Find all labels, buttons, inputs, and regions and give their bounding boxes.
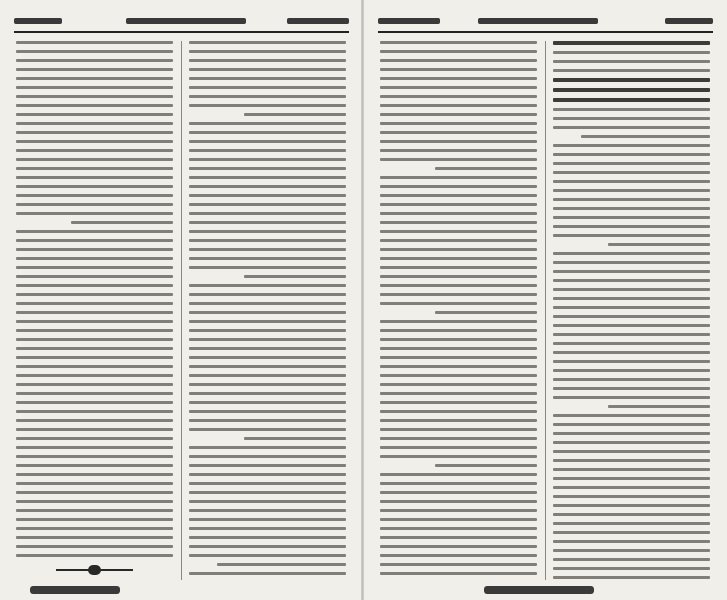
text-line-placeholder — [380, 221, 537, 224]
text-line-placeholder — [16, 455, 173, 458]
text-line-placeholder — [189, 464, 346, 467]
text-line-placeholder — [244, 437, 346, 440]
text-line-placeholder — [16, 392, 173, 395]
section-divider — [16, 563, 173, 577]
text-line-placeholder — [553, 513, 710, 516]
text-line-placeholder — [608, 405, 710, 408]
text-line-placeholder — [380, 41, 537, 44]
text-line-placeholder — [244, 275, 346, 278]
right-header-page-number — [665, 18, 713, 24]
right-page-column-left — [380, 41, 537, 580]
text-line-placeholder — [553, 117, 710, 120]
text-line-placeholder — [553, 495, 710, 498]
text-line-placeholder — [189, 356, 346, 359]
text-line-placeholder — [189, 320, 346, 323]
text-line-placeholder — [553, 333, 710, 336]
text-line-placeholder — [16, 536, 173, 539]
text-line-placeholder — [553, 486, 710, 489]
text-line-placeholder — [189, 158, 346, 161]
text-line-placeholder — [16, 473, 173, 476]
text-line-placeholder — [380, 59, 537, 62]
text-line-placeholder — [380, 356, 537, 359]
text-line-placeholder — [380, 428, 537, 431]
text-line-placeholder — [189, 419, 346, 422]
text-line-placeholder — [380, 50, 537, 53]
text-line-placeholder — [189, 374, 346, 377]
text-line-placeholder — [189, 392, 346, 395]
text-line-placeholder — [16, 104, 173, 107]
text-line-placeholder — [553, 441, 710, 444]
left-header-session — [287, 18, 349, 24]
text-line-placeholder — [553, 351, 710, 354]
text-line-placeholder — [608, 243, 710, 246]
text-line-placeholder — [16, 446, 173, 449]
text-line-placeholder — [553, 252, 710, 255]
text-line-placeholder — [380, 320, 537, 323]
text-line-placeholder — [553, 60, 710, 63]
text-line-placeholder — [189, 68, 346, 71]
text-line-placeholder — [380, 266, 537, 269]
text-line-placeholder — [16, 266, 173, 269]
text-line-placeholder — [189, 509, 346, 512]
text-line-placeholder — [16, 95, 173, 98]
text-line-placeholder — [189, 482, 346, 485]
text-line-placeholder — [553, 414, 710, 417]
text-line-placeholder — [16, 329, 173, 332]
text-line-placeholder — [553, 576, 710, 579]
left-page-column-left — [16, 41, 173, 580]
text-line-placeholder — [16, 383, 173, 386]
text-line-placeholder — [380, 203, 537, 206]
text-line-placeholder — [380, 329, 537, 332]
text-line-placeholder — [380, 212, 537, 215]
text-line-placeholder — [380, 563, 537, 566]
text-line-placeholder — [553, 180, 710, 183]
text-line-placeholder — [553, 234, 710, 237]
text-line-placeholder — [380, 230, 537, 233]
text-line-placeholder — [189, 500, 346, 503]
text-line-placeholder — [16, 86, 173, 89]
text-line-placeholder — [16, 545, 173, 548]
right-header-session — [378, 18, 440, 24]
text-line-placeholder — [380, 86, 537, 89]
text-line-placeholder — [553, 108, 710, 111]
text-line-placeholder — [189, 230, 346, 233]
text-line-placeholder — [189, 302, 346, 305]
text-line-placeholder — [16, 59, 173, 62]
text-line-placeholder — [380, 302, 537, 305]
text-line-placeholder — [16, 131, 173, 134]
text-line-placeholder — [189, 347, 346, 350]
text-line-placeholder — [189, 266, 346, 269]
text-line-placeholder — [553, 69, 710, 72]
text-line-placeholder — [16, 41, 173, 44]
text-line-placeholder — [16, 122, 173, 125]
text-line-placeholder — [244, 113, 346, 116]
text-line-placeholder — [553, 51, 710, 54]
right-page-column-right — [553, 41, 710, 580]
text-line-placeholder — [553, 522, 710, 525]
text-line-placeholder — [189, 527, 346, 530]
text-line-placeholder — [189, 257, 346, 260]
text-line-placeholder — [189, 131, 346, 134]
text-line-placeholder — [380, 482, 537, 485]
text-line-placeholder — [380, 401, 537, 404]
text-line-placeholder — [380, 131, 537, 134]
text-line-placeholder — [553, 279, 710, 282]
text-line-placeholder — [16, 401, 173, 404]
text-line-placeholder — [380, 104, 537, 107]
text-line-placeholder — [380, 554, 537, 557]
text-line-placeholder — [380, 95, 537, 98]
text-line-placeholder — [189, 41, 346, 44]
text-line-placeholder — [553, 504, 710, 507]
text-line-placeholder — [553, 41, 710, 45]
text-line-placeholder — [16, 464, 173, 467]
text-line-placeholder — [553, 396, 710, 399]
text-line-placeholder — [380, 185, 537, 188]
text-line-placeholder — [553, 126, 710, 129]
text-line-placeholder — [16, 311, 173, 314]
text-line-placeholder — [380, 149, 537, 152]
text-line-placeholder — [189, 95, 346, 98]
text-line-placeholder — [189, 338, 346, 341]
text-line-placeholder — [553, 98, 710, 102]
text-line-placeholder — [16, 554, 173, 557]
text-line-placeholder — [553, 261, 710, 264]
text-line-placeholder — [380, 437, 537, 440]
text-line-placeholder — [16, 176, 173, 179]
text-line-placeholder — [16, 230, 173, 233]
text-line-placeholder — [380, 158, 537, 161]
text-line-placeholder — [71, 221, 173, 224]
text-line-placeholder — [16, 293, 173, 296]
text-line-placeholder — [553, 315, 710, 318]
text-line-placeholder — [189, 491, 346, 494]
text-line-placeholder — [189, 104, 346, 107]
text-line-placeholder — [189, 77, 346, 80]
text-line-placeholder — [16, 239, 173, 242]
text-line-placeholder — [189, 572, 346, 575]
text-line-placeholder — [16, 518, 173, 521]
text-line-placeholder — [435, 167, 537, 170]
text-line-placeholder — [189, 401, 346, 404]
text-line-placeholder — [553, 207, 710, 210]
text-line-placeholder — [380, 419, 537, 422]
text-line-placeholder — [553, 288, 710, 291]
text-line-placeholder — [16, 257, 173, 260]
text-line-placeholder — [16, 185, 173, 188]
left-page-column-rule — [181, 41, 182, 580]
text-line-placeholder — [553, 78, 710, 82]
text-line-placeholder — [553, 432, 710, 435]
text-line-placeholder — [553, 225, 710, 228]
text-line-placeholder — [16, 437, 173, 440]
left-header-title — [126, 18, 246, 24]
text-line-placeholder — [380, 410, 537, 413]
text-line-placeholder — [189, 149, 346, 152]
text-line-placeholder — [380, 536, 537, 539]
text-line-placeholder — [189, 365, 346, 368]
text-line-placeholder — [189, 86, 346, 89]
text-line-placeholder — [581, 135, 710, 138]
text-line-placeholder — [189, 176, 346, 179]
text-line-placeholder — [16, 140, 173, 143]
text-line-placeholder — [189, 140, 346, 143]
text-line-placeholder — [16, 158, 173, 161]
right-page-header — [378, 11, 713, 33]
text-line-placeholder — [380, 572, 537, 575]
text-line-placeholder — [380, 140, 537, 143]
text-line-placeholder — [16, 50, 173, 53]
right-page-column-rule — [545, 41, 546, 580]
text-line-placeholder — [16, 320, 173, 323]
right-page-footer-mark — [484, 586, 594, 594]
text-line-placeholder — [553, 540, 710, 543]
right-header-title — [478, 18, 598, 24]
left-page-column-right — [189, 41, 346, 580]
text-line-placeholder — [189, 293, 346, 296]
text-line-placeholder — [553, 216, 710, 219]
text-line-placeholder — [16, 149, 173, 152]
text-line-placeholder — [16, 203, 173, 206]
left-page — [0, 0, 363, 600]
text-line-placeholder — [553, 567, 710, 570]
text-line-placeholder — [435, 311, 537, 314]
text-line-placeholder — [380, 284, 537, 287]
text-line-placeholder — [189, 383, 346, 386]
text-line-placeholder — [380, 392, 537, 395]
text-line-placeholder — [380, 176, 537, 179]
text-line-placeholder — [16, 167, 173, 170]
text-line-placeholder — [380, 527, 537, 530]
text-line-placeholder — [553, 270, 710, 273]
text-line-placeholder — [380, 365, 537, 368]
text-line-placeholder — [380, 275, 537, 278]
text-line-placeholder — [189, 248, 346, 251]
text-line-placeholder — [16, 527, 173, 530]
text-line-placeholder — [189, 446, 346, 449]
text-line-placeholder — [16, 500, 173, 503]
text-line-placeholder — [553, 378, 710, 381]
text-line-placeholder — [380, 491, 537, 494]
text-line-placeholder — [553, 549, 710, 552]
text-line-placeholder — [16, 482, 173, 485]
text-line-placeholder — [16, 338, 173, 341]
text-line-placeholder — [189, 50, 346, 53]
text-line-placeholder — [16, 365, 173, 368]
text-line-placeholder — [380, 338, 537, 341]
text-line-placeholder — [16, 374, 173, 377]
text-line-placeholder — [553, 387, 710, 390]
text-line-placeholder — [553, 477, 710, 480]
left-header-page-number — [14, 18, 62, 24]
text-line-placeholder — [189, 311, 346, 314]
text-line-placeholder — [16, 491, 173, 494]
text-line-placeholder — [189, 167, 346, 170]
text-line-placeholder — [16, 410, 173, 413]
text-line-placeholder — [380, 446, 537, 449]
text-line-placeholder — [16, 347, 173, 350]
text-line-placeholder — [189, 545, 346, 548]
text-line-placeholder — [189, 473, 346, 476]
text-line-placeholder — [189, 194, 346, 197]
text-line-placeholder — [380, 383, 537, 386]
text-line-placeholder — [380, 68, 537, 71]
text-line-placeholder — [189, 284, 346, 287]
text-line-placeholder — [380, 248, 537, 251]
text-line-placeholder — [189, 455, 346, 458]
text-line-placeholder — [553, 144, 710, 147]
text-line-placeholder — [16, 356, 173, 359]
text-line-placeholder — [553, 198, 710, 201]
text-line-placeholder — [189, 122, 346, 125]
text-line-placeholder — [553, 162, 710, 165]
text-line-placeholder — [16, 194, 173, 197]
text-line-placeholder — [380, 455, 537, 458]
text-line-placeholder — [16, 302, 173, 305]
text-line-placeholder — [16, 284, 173, 287]
text-line-placeholder — [380, 113, 537, 116]
text-line-placeholder — [380, 509, 537, 512]
text-line-placeholder — [189, 554, 346, 557]
text-line-placeholder — [553, 369, 710, 372]
text-line-placeholder — [16, 248, 173, 251]
text-line-placeholder — [189, 536, 346, 539]
text-line-placeholder — [380, 77, 537, 80]
text-line-placeholder — [380, 347, 537, 350]
text-line-placeholder — [189, 329, 346, 332]
text-line-placeholder — [189, 221, 346, 224]
text-line-placeholder — [16, 419, 173, 422]
text-line-placeholder — [217, 563, 346, 566]
text-line-placeholder — [553, 342, 710, 345]
text-line-placeholder — [189, 212, 346, 215]
text-line-placeholder — [553, 459, 710, 462]
text-line-placeholder — [16, 113, 173, 116]
left-page-footer-catchword — [30, 586, 120, 594]
text-line-placeholder — [189, 518, 346, 521]
text-line-placeholder — [189, 239, 346, 242]
text-line-placeholder — [553, 468, 710, 471]
text-line-placeholder — [380, 293, 537, 296]
text-line-placeholder — [16, 275, 173, 278]
text-line-placeholder — [16, 428, 173, 431]
text-line-placeholder — [16, 77, 173, 80]
text-line-placeholder — [553, 189, 710, 192]
text-line-placeholder — [380, 194, 537, 197]
text-line-placeholder — [16, 68, 173, 71]
right-page — [364, 0, 727, 600]
text-line-placeholder — [380, 374, 537, 377]
text-line-placeholder — [435, 464, 537, 467]
text-line-placeholder — [189, 203, 346, 206]
text-line-placeholder — [553, 531, 710, 534]
text-line-placeholder — [189, 185, 346, 188]
text-line-placeholder — [16, 509, 173, 512]
text-line-placeholder — [380, 473, 537, 476]
text-line-placeholder — [380, 257, 537, 260]
text-line-placeholder — [553, 450, 710, 453]
text-line-placeholder — [380, 239, 537, 242]
text-line-placeholder — [189, 428, 346, 431]
text-line-placeholder — [553, 88, 710, 92]
text-line-placeholder — [553, 297, 710, 300]
text-line-placeholder — [553, 153, 710, 156]
text-line-placeholder — [553, 423, 710, 426]
text-line-placeholder — [553, 558, 710, 561]
text-line-placeholder — [553, 171, 710, 174]
text-line-placeholder — [189, 59, 346, 62]
text-line-placeholder — [553, 360, 710, 363]
text-line-placeholder — [380, 518, 537, 521]
text-line-placeholder — [553, 306, 710, 309]
text-line-placeholder — [189, 410, 346, 413]
text-line-placeholder — [380, 545, 537, 548]
left-page-header — [14, 11, 349, 33]
text-line-placeholder — [380, 500, 537, 503]
text-line-placeholder — [16, 212, 173, 215]
text-line-placeholder — [553, 324, 710, 327]
text-line-placeholder — [380, 122, 537, 125]
